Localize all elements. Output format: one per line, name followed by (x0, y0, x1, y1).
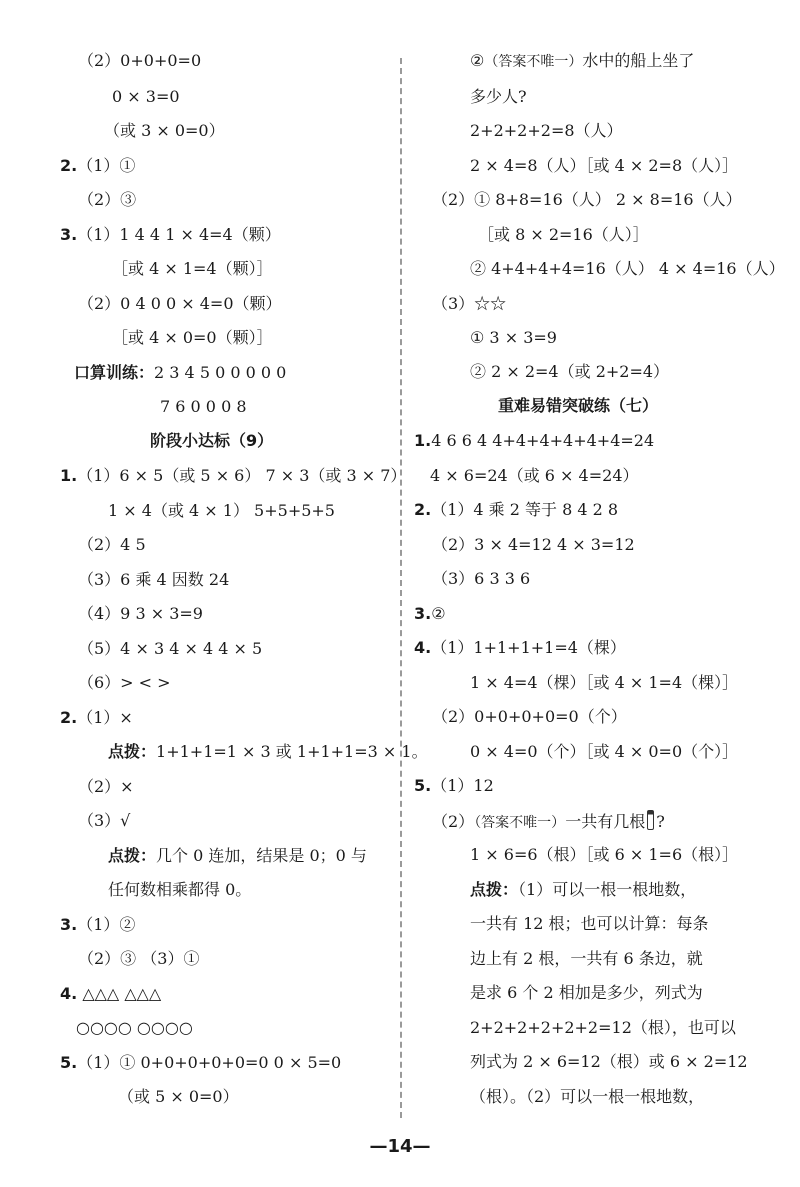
kousuan-answers: 2 3 4 5 0 0 0 0 0 (154, 363, 287, 382)
question-1 (414, 430, 654, 452)
part: （2） (432, 812, 475, 831)
question-5 (60, 1052, 341, 1074)
answer: （1）12 (431, 776, 494, 795)
tip (108, 741, 428, 763)
tip-label: 点拨： (108, 742, 157, 761)
answer: （1）① 0+0+0+0+0=0 0 × 5=0 (77, 1053, 342, 1072)
question-number: 5. (60, 1053, 78, 1072)
line: 2+2+2+2+2+2=12（根），也可以 (470, 1018, 736, 1037)
line: 0 × 3=0 (112, 87, 180, 106)
line: ② 4+4+4+4=16（人） 4 × 4=16（人） (470, 259, 785, 278)
line: 一共有 12 根；也可以计算：每条 (470, 914, 709, 933)
line: （2）× (78, 777, 134, 796)
column-divider (400, 58, 402, 1118)
question-2b (60, 707, 133, 729)
question-3 (414, 603, 446, 625)
line: 4 × 6=24（或 6 × 4=24） (430, 466, 639, 485)
line: （3）6 乘 4 因数 24 (78, 570, 230, 589)
line: 1 × 4=4（棵）［或 4 × 1=4（棵）］ (470, 673, 739, 692)
section-title: 重难易错突破练（七） (498, 396, 659, 415)
line: （2）① 8+8=16（人） 2 × 8=16（人） (432, 190, 742, 209)
line: ［或 8 × 2=16（人）］ (478, 225, 649, 244)
line (470, 50, 694, 73)
line: ○○○○ ○○○○ (76, 1018, 193, 1037)
text: ? (656, 812, 665, 831)
answer: （1）② (77, 915, 136, 934)
tip-text: 1+1+1=1 × 3 或 1+1+1=3 × 1。 (156, 742, 428, 761)
answer: 4 6 6 4 4+4+4+4+4+4=24 (431, 431, 655, 450)
line: 多少人? (470, 87, 527, 106)
text: 一共有几根 (565, 812, 646, 831)
question-number: 1. (60, 466, 78, 485)
line: （2）3 × 4=12 4 × 3=12 (432, 535, 635, 554)
line: 1 × 4（或 4 × 1） 5+5+5+5 (108, 501, 335, 520)
tip (108, 845, 367, 867)
question-number: 2. (60, 156, 78, 175)
section-title: 阶段小达标（9） (150, 431, 274, 450)
question-4 (414, 637, 626, 659)
question-number: 3. (60, 915, 78, 934)
question-number: 2. (414, 500, 432, 519)
kousuan-label: 口算训练： (74, 363, 155, 382)
answer: （1）× (77, 708, 133, 727)
line: 任何数相乘都得 0。 (108, 880, 252, 899)
line: 边上有 2 根，一共有 6 条边，就 (470, 949, 703, 968)
line: ② 2 × 2=4（或 2+2=4） (470, 362, 670, 381)
question-number: 4. (414, 638, 432, 657)
question-3 (60, 224, 281, 246)
tip-label: 点拨： (108, 846, 157, 865)
question-5 (414, 775, 494, 797)
stick-icon (647, 810, 654, 830)
question-number: 3. (414, 604, 432, 623)
line: 0 × 4=0（个）［或 4 × 0=0（个）］ (470, 742, 739, 761)
line: （2）③ (78, 190, 137, 209)
question-number: 4. (60, 984, 78, 1003)
line: 7 6 0 0 0 8 (160, 397, 247, 416)
line: （3）6 3 3 6 (432, 569, 531, 588)
line: （5）4 × 3 4 × 4 4 × 5 (78, 639, 263, 658)
circled-number: ② (470, 51, 485, 70)
question-1 (60, 465, 406, 487)
line: 2 × 4=8（人）［或 4 × 2=8（人）］ (470, 156, 739, 175)
text: 水中的船上坐了 (582, 51, 695, 70)
line: （2）0 4 0 0 × 4=0（颗） (78, 294, 282, 313)
question-2 (60, 155, 135, 177)
line: （2）0+0+0=0 (78, 51, 202, 70)
line: 是求 6 个 2 相加是多少，列式为 (470, 983, 703, 1002)
answer: ② (431, 604, 446, 623)
answer: △△△ △△△ (82, 984, 162, 1003)
tip-text: （1）可以一根一根地数， (518, 880, 697, 899)
tip-text: 几个 0 连加，结果是 0；0 与 (156, 846, 367, 865)
note: （答案不唯一） (474, 815, 566, 831)
question-number: 2. (60, 708, 78, 727)
answer: （1）① (77, 156, 136, 175)
line: （4）9 3 × 3=9 (78, 604, 203, 623)
line: 列式为 2 × 6=12（根）或 6 × 2=12 (470, 1052, 748, 1071)
line: （2）4 5 (78, 535, 146, 554)
answer: （1）1 4 4 1 × 4=4（颗） (77, 225, 281, 244)
answer: （1）6 × 5（或 5 × 6） 7 × 3（或 3 × 7） (77, 466, 407, 485)
tip (470, 879, 696, 901)
answer: （1）1+1+1+1=4（棵） (431, 638, 626, 657)
question-2 (414, 499, 618, 521)
question-number: 1. (414, 431, 432, 450)
line: （2）③ （3）① (78, 949, 200, 968)
line: （或 5 × 0=0） (118, 1087, 239, 1106)
line: （3）☆☆ (432, 294, 507, 313)
note: （答案不唯一） (484, 54, 583, 70)
question-3b (60, 914, 135, 936)
line: ① 3 × 3=9 (470, 328, 557, 347)
answer: （1）4 乘 2 等于 8 4 2 8 (431, 500, 619, 519)
question-4 (60, 983, 161, 1005)
question-number: 3. (60, 225, 78, 244)
line (432, 810, 665, 834)
line: ［或 4 × 1=4（颗）］ (112, 259, 273, 278)
line: （6）> < > (78, 673, 171, 692)
question-number: 5. (414, 776, 432, 795)
tip-label: 点拨： (470, 880, 519, 899)
line: （根）。（2）可以一根一根地数， (470, 1087, 705, 1106)
line: （或 3 × 0=0） (104, 121, 225, 140)
kousuan (74, 362, 286, 384)
line: （2）0+0+0+0=0（个） (432, 707, 627, 726)
line: 2+2+2+2=8（人） (470, 121, 623, 140)
line: （3）√ (78, 811, 131, 830)
page-number: —14— (369, 1136, 431, 1157)
line: ［或 4 × 0=0（颗）］ (112, 328, 273, 347)
line: 1 × 6=6（根）［或 6 × 1=6（根）］ (470, 845, 739, 864)
